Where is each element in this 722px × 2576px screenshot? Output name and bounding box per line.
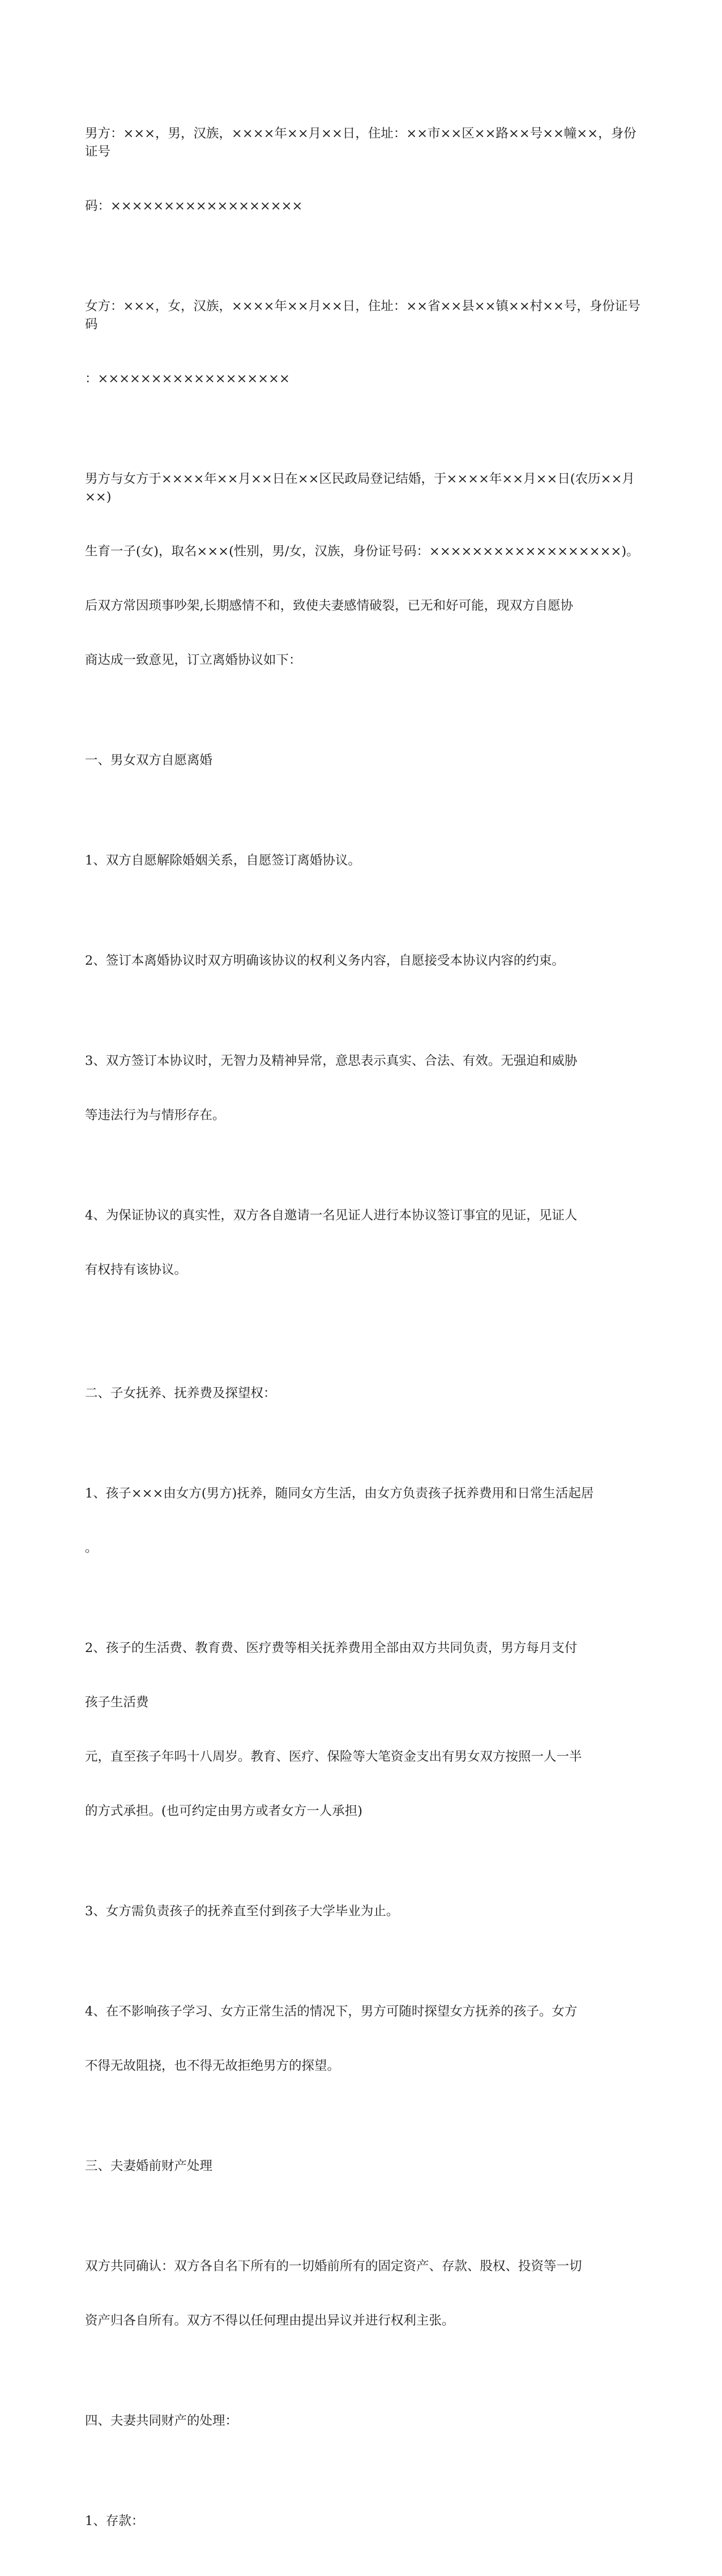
text-line: 二、子女抚养、抚养费及探望权：	[85, 1386, 276, 1401]
clause-1-4	[85, 1170, 643, 1315]
male-party-info	[85, 88, 643, 251]
text-line: 1、孩子×××由女方(男方)抚养，随同女方生活，由女方负责孩子抚养费用和日常生活起居	[85, 1486, 594, 1501]
text-line: 3、女方需负责孩子的抚养直至付到孩子大学毕业为止。	[85, 1904, 399, 1919]
text-line: 3、双方签订本协议时，无智力及精神异常，意思表示真实、合法、有效。无强迫和威胁	[85, 1054, 578, 1068]
text-line: 不得无故阻挠，也不得无故拒绝男方的探望。	[85, 2059, 340, 2073]
clause-2-3	[85, 1866, 643, 1957]
section-heading-1	[85, 715, 643, 806]
text-line: 生育一子(女)，取名×××(性别，男/女，汉族，身份证号码：××××××××××××××××××)。	[85, 544, 639, 559]
clause-3-body	[85, 2221, 643, 2366]
section-heading-4	[85, 2376, 643, 2466]
text-line: 4、在不影响孩子学习、女方正常生活的情况下，男方可随时探望女方抚养的孩子。女方	[85, 2004, 578, 2019]
text-line: 有权持有该协议。	[85, 1263, 187, 1277]
female-party-info	[85, 261, 643, 424]
text-line: 孩子生活费	[85, 1695, 149, 1710]
section-heading-3	[85, 2121, 643, 2211]
text-line: 四、夫妻共同财产的处理：	[85, 2414, 238, 2428]
text-line: 三、夫妻婚前财产处理	[85, 2159, 213, 2173]
clause-1-1	[85, 815, 643, 906]
clause-2-1	[85, 1448, 643, 1593]
clause-2-2	[85, 1603, 643, 1856]
text-line: 的方式承担。(也可约定由男方或者女方一人承担)	[85, 1804, 363, 1818]
clause-2-4	[85, 1966, 643, 2111]
text-line: 2、孩子的生活费、教育费、医疗费等相关抚养费用全部由双方共同负责，男方每月支付	[85, 1641, 578, 1655]
text-line: 4、为保证协议的真实性，双方各自邀请一名见证人进行本协议签订事宜的见证，见证人	[85, 1208, 578, 1223]
text-line: 商达成一致意见，订立离婚协议如下：	[85, 653, 302, 667]
section-heading-2	[85, 1348, 643, 1439]
text-line: 双方共同确认：双方各自名下所有的一切婚前所有的固定资产、存款、股权、投资等一切	[85, 2259, 582, 2274]
text-line: 。	[85, 1541, 98, 1555]
text-line: 后双方常因琐事吵架,长期感情不和，致使夫妻感情破裂，已无和好可能，现双方自愿协	[85, 598, 574, 613]
text-line: 1、存款：	[85, 2514, 144, 2528]
clause-4-1	[85, 2476, 643, 2566]
text-line: 男方：×××，男，汉族，××××年××月××日，住址：××市××区××路××号××幢××，身份证号	[85, 126, 636, 159]
text-line: 一、男女双方自愿离婚	[85, 753, 213, 768]
text-line: 2、签订本离婚协议时双方明确该协议的权利义务内容，自愿接受本协议内容的约束。	[85, 953, 565, 968]
text-line: 男方与女方于××××年××月××日在××区民政局登记结婚，于××××年××月××日(农历××月××)	[85, 472, 635, 504]
text-line: 元，直至孩子年吗十八周岁。教育、医疗、保险等大笔资金支出有男女双方按照一人一半	[85, 1749, 582, 1764]
document-page	[85, 88, 643, 2576]
text-line: 码：××××××××××××××××××	[85, 199, 303, 213]
clause-1-3	[85, 1016, 643, 1161]
text-line: 资产归各自所有。双方不得以任何理由提出异议并进行权利主张。	[85, 2313, 455, 2328]
text-line: 等违法行为与情形存在。	[85, 1108, 225, 1123]
clause-1-2	[85, 915, 643, 1006]
marriage-background	[85, 434, 643, 705]
text-line: 女方：×××，女，汉族，××××年××月××日，住址：××省××县××镇××村××号，身份证号码	[85, 299, 640, 332]
text-line: 1、双方自愿解除婚姻关系，自愿签订离婚协议。	[85, 853, 361, 868]
text-line: ：××××××××××××××××××	[85, 371, 290, 386]
